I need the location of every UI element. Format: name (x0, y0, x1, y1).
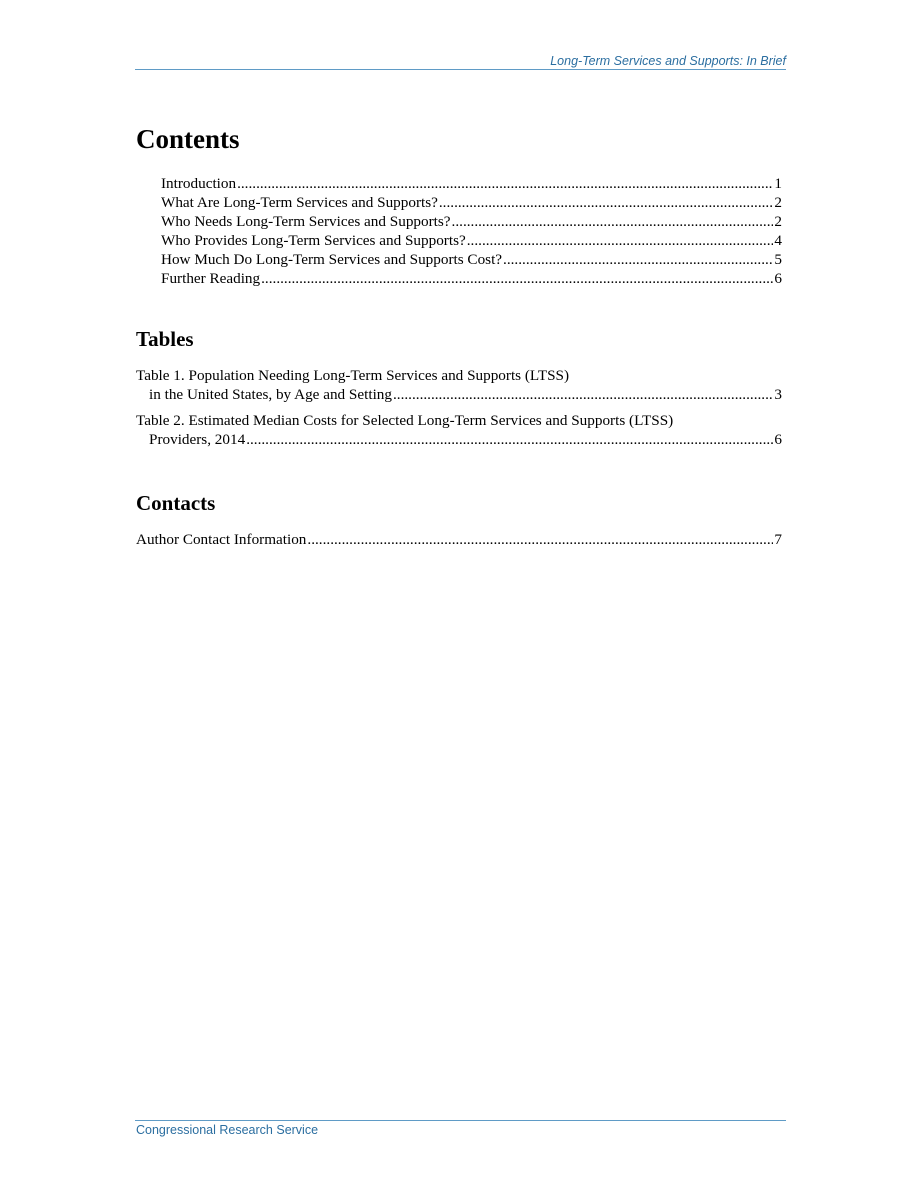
toc-entry-author-contact[interactable] (136, 530, 782, 549)
dot-leader (237, 174, 773, 193)
toc-entry-title-line1: Table 1. Population Needing Long-Term Services and Supports (LTSS) (136, 367, 570, 384)
dot-leader (467, 231, 774, 250)
toc-entry-title: Who Needs Long-Term Services and Supports? (161, 213, 451, 230)
toc-entry-ltss-cost[interactable] (161, 250, 782, 269)
dot-leader (393, 385, 773, 404)
dot-leader (452, 212, 774, 231)
toc-entry-page: 4 (774, 232, 782, 249)
toc-entry-page: 1 (774, 175, 782, 192)
toc-entry-title: Introduction (161, 175, 237, 192)
dot-leader (439, 193, 774, 212)
toc-entry-what-are-ltss[interactable] (161, 193, 782, 212)
toc-entry-table-1[interactable] (136, 366, 782, 404)
toc-entry-page: 6 (774, 270, 782, 287)
toc-entry-title: How Much Do Long-Term Services and Supports Cost? (161, 251, 503, 268)
running-header: Long-Term Services and Supports: In Brief (550, 54, 786, 68)
toc-entry-table-2[interactable] (136, 411, 782, 449)
toc-entry-title-line2: in the United States, by Age and Setting (149, 386, 392, 403)
toc-entry-title: Further Reading (161, 270, 261, 287)
dot-leader (246, 430, 773, 449)
footer-rule (135, 1120, 786, 1121)
toc-entry-page: 7 (774, 531, 782, 548)
toc-entry-page: 3 (774, 386, 782, 403)
toc-entry-introduction[interactable] (161, 174, 782, 193)
dot-leader (261, 269, 773, 288)
toc-entry-title: Author Contact Information (136, 531, 307, 548)
footer-source: Congressional Research Service (136, 1123, 319, 1137)
toc-entry-page: 5 (774, 251, 782, 268)
toc-entry-who-needs-ltss[interactable] (161, 212, 782, 231)
toc-entry-title: Who Provides Long-Term Services and Supports? (161, 232, 466, 249)
toc-entry-title: What Are Long-Term Services and Supports? (161, 194, 438, 211)
dot-leader (307, 530, 773, 549)
toc-entry-title-line1: Table 2. Estimated Median Costs for Selected Long-Term Services and Supports (LTSS) (136, 412, 674, 429)
contacts-heading: Contacts (136, 491, 216, 515)
toc-entry-page: 6 (774, 431, 782, 448)
contents-heading: Contents (136, 124, 240, 154)
toc-entry-page: 2 (774, 194, 782, 211)
toc-entry-page: 2 (774, 213, 782, 230)
dot-leader (503, 250, 773, 269)
toc-entry-who-provides-ltss[interactable] (161, 231, 782, 250)
header-rule (135, 69, 786, 70)
toc-entry-title-line2: Providers, 2014 (149, 431, 246, 448)
tables-heading: Tables (136, 327, 194, 351)
toc-entry-further-reading[interactable] (161, 269, 782, 288)
